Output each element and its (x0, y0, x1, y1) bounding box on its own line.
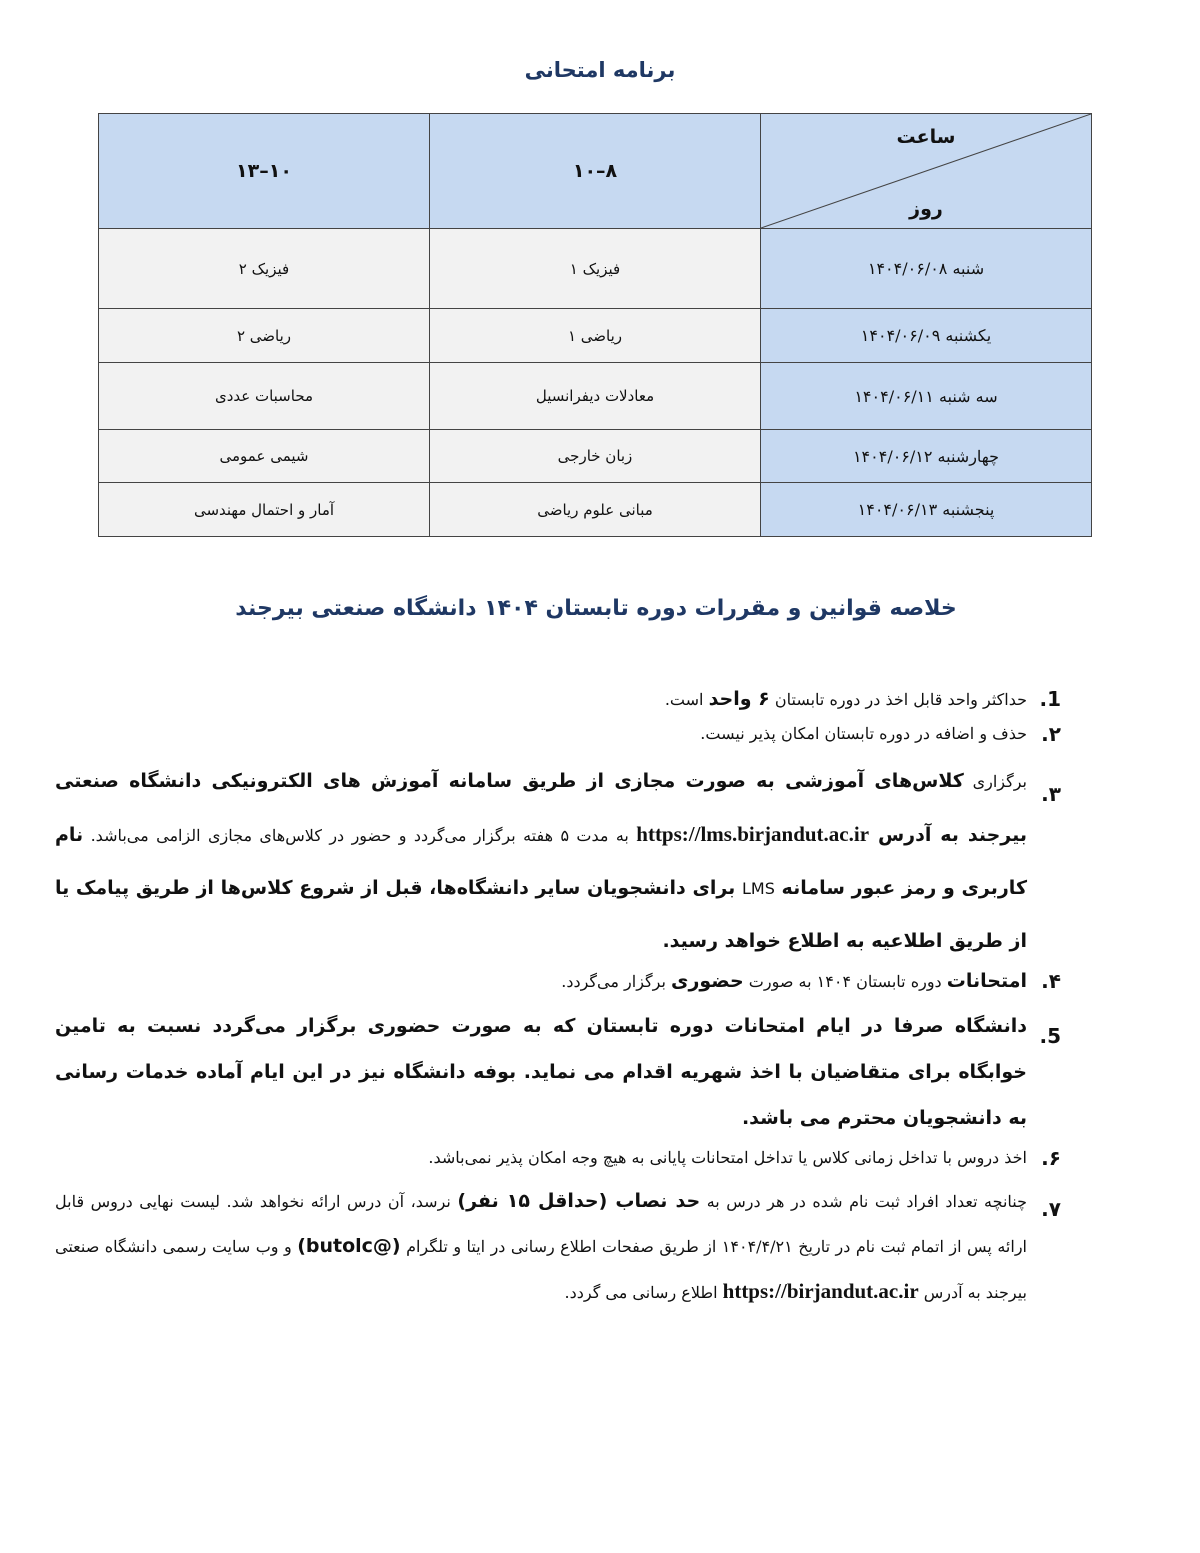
rule-bold-text: کلاس‌های آموزشی به صورت مجازی از طریق سامانه آموزش های الکترونیکی دانشگاه صنعتی بیرجند به آدرس (55, 770, 1027, 846)
rule-item-7 (55, 1179, 1061, 1315)
rule-text: نرسد، آن درس ارائه نخواهد شد. لیست نهایی دروس قابل ارائه پس از اتمام ثبت نام در تاریخ ۱۴۰۴/۴/۲۱ از طریق صفحات اطلاع رسانی در ایتا و تلگرام (55, 1192, 1027, 1256)
rule-text: چنانچه تعداد افراد ثبت نام شده در هر درس به (700, 1192, 1028, 1211)
day-header-label: روز (909, 198, 943, 220)
day-cell: سه شنبه ۱۴۰۴/۰۶/۱۱ (761, 363, 1092, 430)
rule-text: دوره تابستان ۱۴۰۴ به صورت (743, 972, 947, 991)
rule-item-6 (55, 1145, 1061, 1171)
rules-title: خلاصه قوانین و مقررات دوره تابستان ۱۴۰۴ دانشگاه صنعتی بیرجند (235, 596, 957, 621)
rule-item-5 (55, 1003, 1061, 1141)
rule-number: ۲. (1041, 722, 1061, 746)
day-cell: شنبه ۱۴۰۴/۰۶/۰۸ (761, 229, 1092, 309)
course-cell: شیمی عمومی (99, 430, 430, 483)
rule-text: برگزار می‌گردد. (561, 972, 672, 991)
table-row (99, 363, 1092, 430)
rule-item-1 (55, 686, 1061, 713)
rule-text: به مدت ۵ هفته برگزار می‌گردد و حضور در کلاس‌های مجازی الزامی می‌باشد. (83, 826, 637, 845)
course-cell: فیزیک ۲ (99, 229, 430, 309)
course-cell: ریاضی ۲ (99, 309, 430, 363)
time-slot-2-header: ۱۰–۱۳ (99, 114, 430, 229)
table-header-row (99, 114, 1092, 229)
course-cell: معادلات دیفرانسیل (430, 363, 761, 430)
course-cell: زبان خارجی (430, 430, 761, 483)
rule-text: و وب سایت رسمی دانشگاه صنعتی بیرجند به آدرس (55, 1237, 1027, 1302)
rule-item-2 (55, 721, 1061, 747)
day-cell: چهارشنبه ۱۴۰۴/۰۶/۱۲ (761, 430, 1092, 483)
course-cell: آمار و احتمال مهندسی (99, 483, 430, 537)
rule-text: برگزاری (963, 772, 1027, 791)
rule-bold-text: امتحانات (946, 970, 1027, 992)
course-cell: محاسبات عددی (99, 363, 430, 430)
rule-number: ۷. (1041, 1197, 1061, 1221)
rule-bold-text: حد نصاب (حداقل ۱۵ نفر) (457, 1190, 701, 1212)
day-cell: پنجشنبه ۱۴۰۴/۰۶/۱۳ (761, 483, 1092, 537)
rule-text: اطلاع رسانی می گردد. (564, 1283, 723, 1302)
rule-text: اخذ دروس با تداخل زمانی کلاس یا تداخل امتحانات پایانی به هیچ وجه امکان پذیر نمی‌باشد. (428, 1148, 1027, 1167)
rule-number: 5. (1039, 1024, 1061, 1048)
lms-url-link[interactable]: https://lms.birjandut.ac.ir (636, 822, 870, 846)
telegram-handle: (@butolc) (297, 1235, 401, 1257)
time-header-label: ساعت (896, 126, 956, 148)
rules-list (55, 686, 1061, 1323)
table-row (99, 430, 1092, 483)
rule-number: ۶. (1041, 1146, 1061, 1170)
exam-schedule-table (98, 113, 1092, 537)
table-row (99, 309, 1092, 363)
rule-bold-text: ۶ واحد (708, 688, 770, 710)
rule-number: ۳. (1041, 782, 1061, 806)
university-url-link[interactable]: https://birjandut.ac.ir (722, 1279, 919, 1303)
rule-text: حداکثر واحد قابل اخذ در دوره تابستان (769, 690, 1027, 709)
exam-schedule-title: برنامه امتحانی (524, 58, 676, 82)
rule-text: LMS (742, 879, 775, 898)
course-cell: مبانی علوم ریاضی (430, 483, 761, 537)
rule-number: ۴. (1041, 969, 1061, 993)
rule-bold-text: حضوری (671, 970, 744, 992)
rule-bold-text: دانشگاه صرفا در ایام امتحانات دوره تابستان که به صورت حضوری برگزار می‌گردد نسبت به تامین خوابگاه برای متقاضیان با اخذ شهریه اقدام می نماید. بوفه دانشگاه نیز در این ایام آماده خدمات رسانی به دانشجویان محترم می باشد. (55, 1015, 1027, 1129)
rule-bold-text: برای دانشجویان سایر دانشگاه‌ها، قبل از شروع کلاس‌ها از طریق پیامک یا از طریق اطلاعیه به اطلاع خواهد رسید. (55, 877, 1027, 952)
table-row (99, 483, 1092, 537)
table-row (99, 229, 1092, 309)
rule-item-3 (55, 755, 1061, 968)
course-cell: ریاضی ۱ (430, 309, 761, 363)
day-time-corner-cell (761, 114, 1092, 229)
rule-bold-text: نام کاربری و رمز عبور سامانه (55, 824, 1027, 899)
time-slot-1-header: ۸–۱۰ (430, 114, 761, 229)
rule-number: 1. (1039, 687, 1061, 711)
course-cell: فیزیک ۱ (430, 229, 761, 309)
rule-text: حذف و اضافه در دوره تابستان امکان پذیر نیست. (700, 724, 1027, 743)
rule-text: است. (664, 690, 709, 709)
rule-item-4 (55, 968, 1061, 995)
day-cell: یکشنبه ۱۴۰۴/۰۶/۰۹ (761, 309, 1092, 363)
